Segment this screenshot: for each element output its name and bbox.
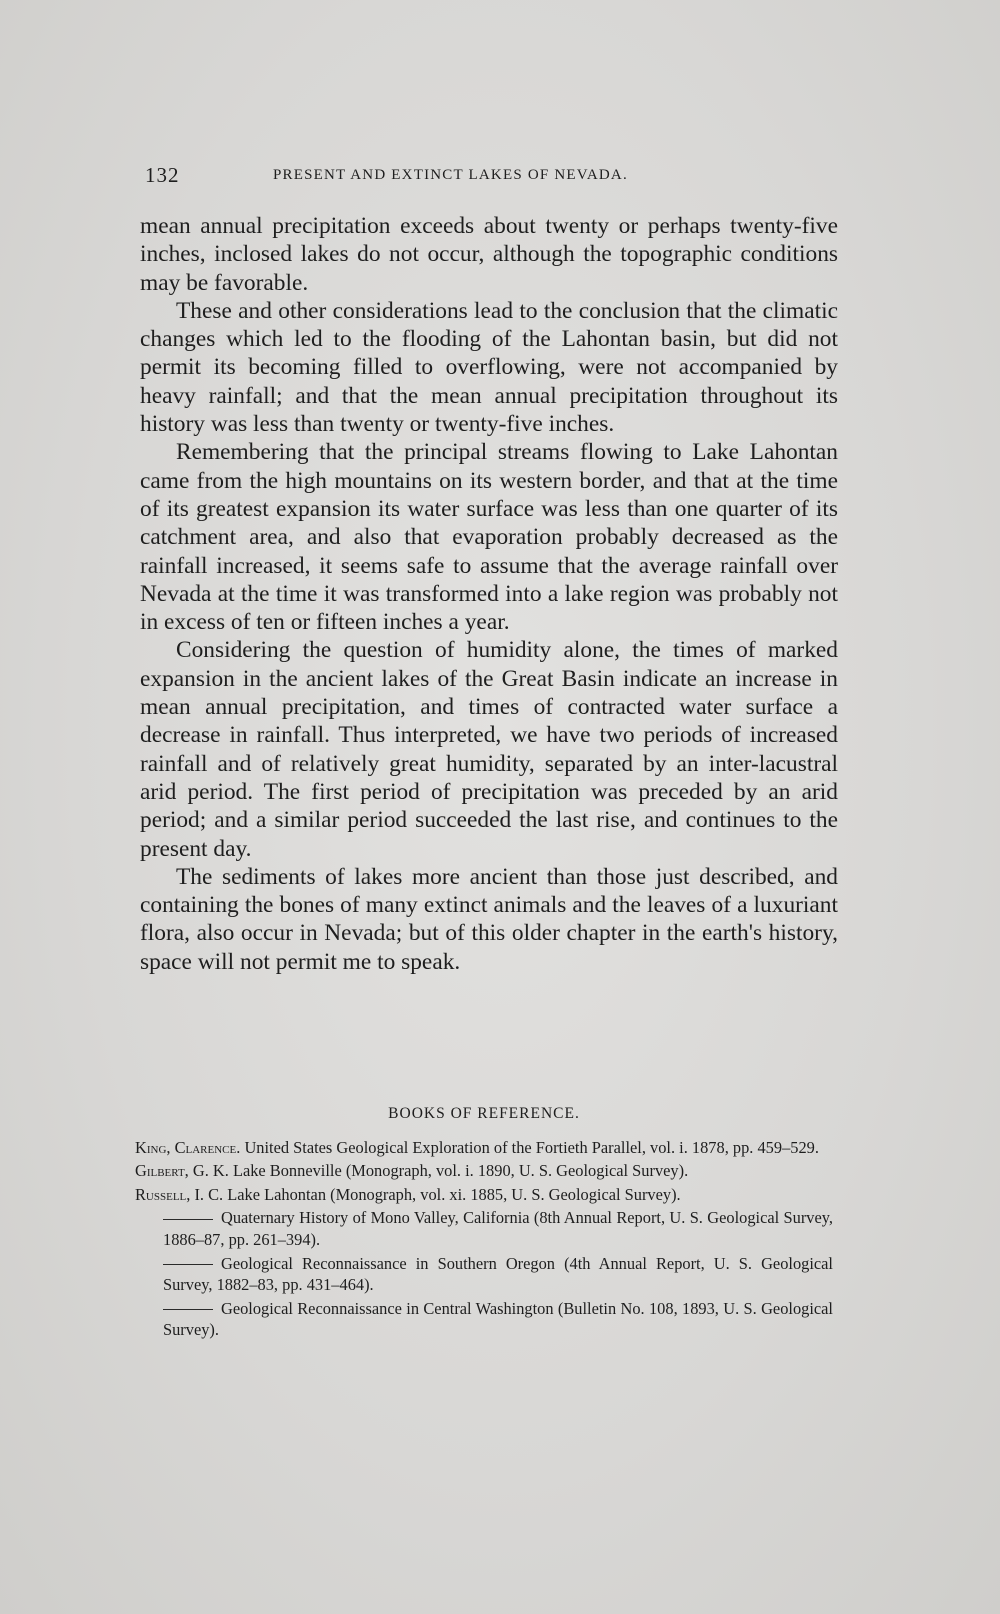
- reference-item: [135, 1137, 833, 1159]
- ditto-dash: [163, 1309, 213, 1310]
- reference-item: [135, 1184, 833, 1206]
- paragraph-3: Remembering that the principal streams flowing to Lake Lahontan came from the high mountains on its western border, and that at the time of its greatest expansion its water surface was less than one quarter of its catchment area, and also that evaporation probably decreased as the rainfall increased, it seems safe to assume that the average rainfall over Nevada at the time it was transformed into a lake region was probably not in excess of ten or fifteen inches a year.: [140, 439, 838, 636]
- reference-item: [135, 1253, 833, 1296]
- body-text: [140, 212, 838, 976]
- paragraph-4: Considering the question of humidity alone, the times of marked expansion in the ancient lakes of the Great Basin indicate an increase in mean annual precipitation, and times of contracted water surface a decrease in rainfall. Thus interpreted, we have two periods of increased rainfall and of relatively great humidity, separated by an inter-lacustral arid period. The first period of precipitation was preceded by an arid period; and a similar period succeeded the last rise, and continues to the present day.: [140, 637, 838, 862]
- paragraph-2: These and other considerations lead to the conclusion that the climatic changes which led to the flooding of the Lahontan basin, but did not permit its becoming filled to overflowing, were not accompanied by heavy rainfall; and that the mean annual precipitation throughout its history was less than twenty or twenty-five inches.: [140, 297, 838, 438]
- page-header: [145, 163, 845, 193]
- reference-item: [135, 1160, 833, 1182]
- references-title: BOOKS OF REFERENCE.: [388, 1105, 580, 1122]
- reference-author: Gilbert, G. K.: [135, 1161, 229, 1181]
- reference-text: United States Geological Exploration of the Fortieth Parallel, vol. i. 1878, pp. 459–529.: [244, 1137, 819, 1157]
- reference-text: Lake Bonneville (Monograph, vol. i. 1890, U. S. Geological Survey).: [232, 1161, 689, 1181]
- paragraph-5: The sediments of lakes more ancient than those just described, and containing the bones of many extinct animals and the leaves of a luxuriant flora, also occur in Nevada; but of this older chapter in the earth's history, space will not permit me to speak.: [140, 863, 838, 975]
- reference-author: Russell, I. C.: [135, 1184, 224, 1204]
- reference-text: Geological Reconnaissance in Central Washington (Bulletin No. 108, 1893, U. S. Geological Survey).: [163, 1298, 833, 1340]
- reference-item: [135, 1298, 833, 1341]
- ditto-dash: [163, 1219, 213, 1220]
- page-number: 132: [145, 163, 180, 187]
- running-head: PRESENT AND EXTINCT LAKES OF NEVADA.: [273, 167, 628, 183]
- reference-item: [135, 1207, 833, 1250]
- reference-text: Geological Reconnaissance in Southern Oregon (4th Annual Report, U. S. Geological Survey, 1882–83, pp. 431–464).: [163, 1253, 833, 1295]
- ditto-dash: [163, 1264, 213, 1265]
- books-of-reference: [135, 1103, 833, 1343]
- reference-text: Lake Lahontan (Monograph, vol. xi. 1885, U. S. Geological Survey).: [227, 1184, 681, 1204]
- reference-text: Quaternary History of Mono Valley, California (8th Annual Report, U. S. Geological Survey, 1886–87, pp. 261–394).: [163, 1208, 833, 1249]
- paragraph-1: mean annual precipitation exceeds about twenty or perhaps twenty-five inches, inclosed lakes do not occur, although the topographic conditions may be favorable.: [140, 213, 838, 296]
- reference-author: King, Clarence.: [135, 1137, 241, 1157]
